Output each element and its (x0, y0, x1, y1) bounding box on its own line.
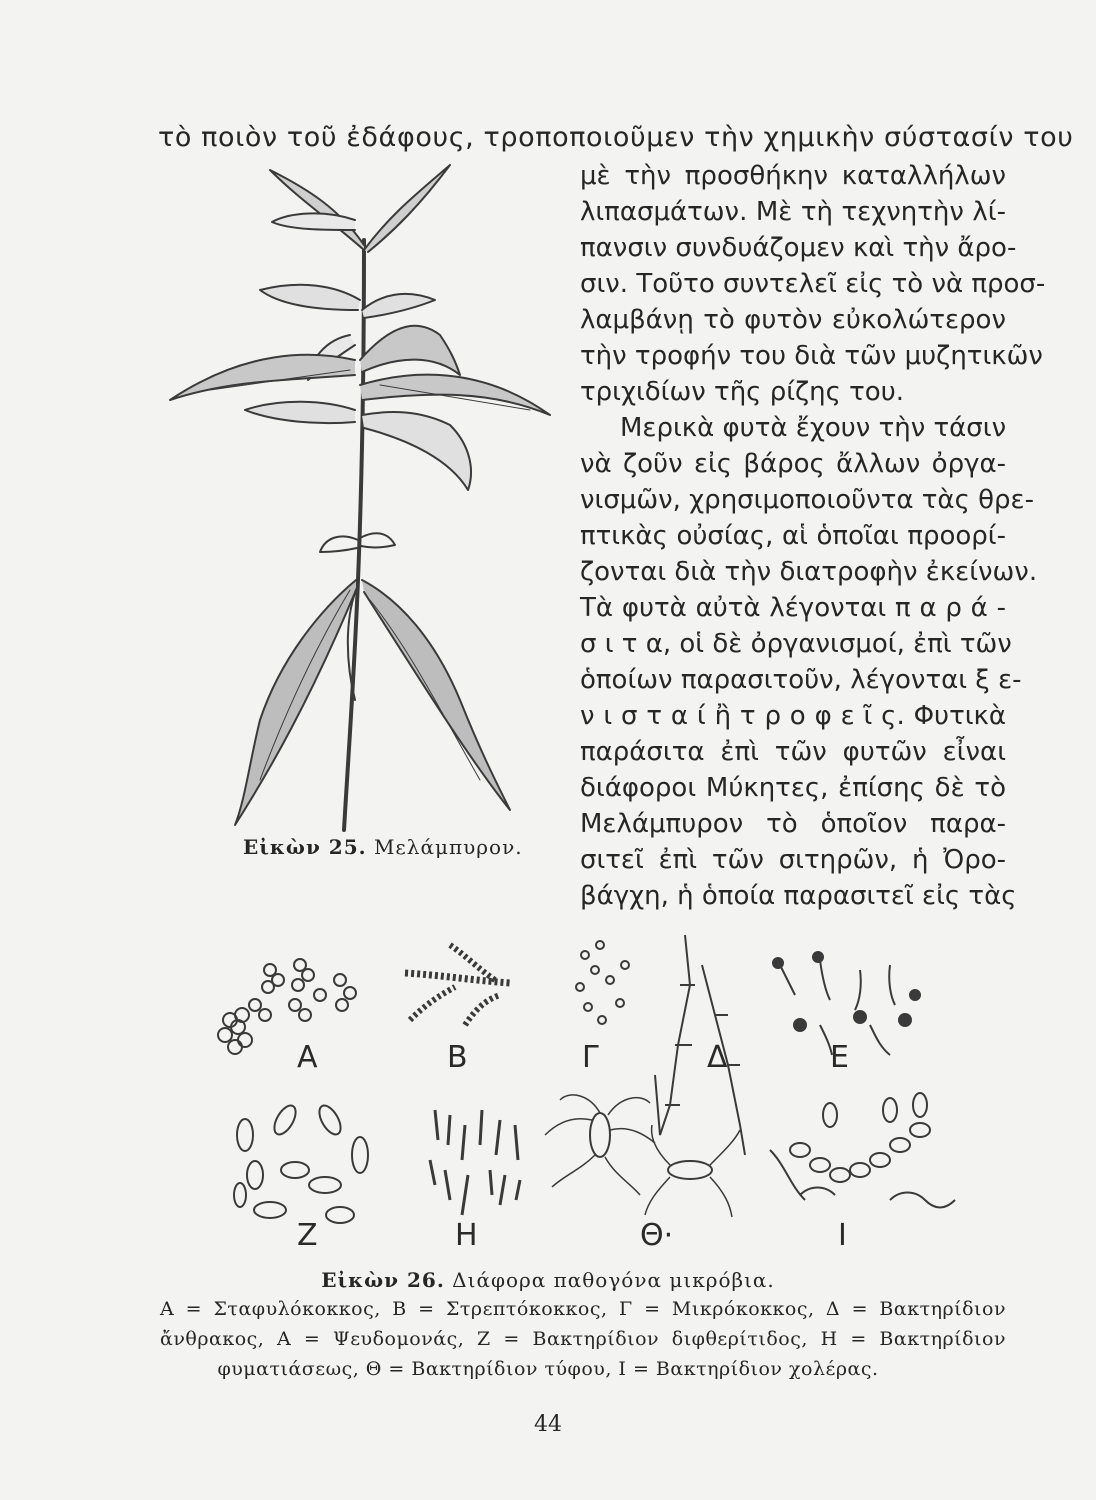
anthrax-bacillus-drawing (655, 935, 745, 1155)
figure26-legend-line: ἄνθρακος, Α = Ψευδομονάς, Ζ = Βακτηρίδιον διφθερίτιδος, Η = Βακτηρίδιον (160, 1328, 1006, 1350)
figure26-label: Εἰκὼν 26. (321, 1268, 445, 1292)
page-number: 44 (534, 1412, 562, 1437)
text-line: Τὰ φυτὰ αὐτὰ λέγονται π α ρ ά - (580, 593, 1006, 623)
text-line: Μελάμπυρον τὸ ὁποῖον παρα- (580, 809, 1006, 839)
figure25-title: Μελάμπυρον. (373, 835, 523, 859)
text-line: πανσιν συνδυάζομεν καὶ τὴν ἄρο- (580, 233, 1017, 263)
text-line: σιν. Τοῦτο συντελεῖ εἰς τὸ νὰ προσ- (580, 269, 1046, 299)
text-line: σ ι τ α, οἱ δὲ ὀργανισμοί, ἐπὶ τῶν (580, 629, 1012, 659)
figure25-caption (243, 835, 523, 859)
tuberculosis-bacillus-drawing (430, 1110, 520, 1215)
figure26-caption (0, 1268, 1096, 1292)
figure26-legend-line: φυματιάσεως, Θ = Βακτηρίδιον τύφου, Ι = Βακτηρίδιον χολέρας. (217, 1358, 879, 1380)
diphtheria-bacillus-drawing (234, 1102, 368, 1223)
melampyrum-plant-illustration (150, 160, 570, 840)
microbe-label: Ε (830, 1040, 849, 1075)
text-line: ὁποίων παρασιτοῦν, λέγονται ξ ε- (580, 665, 1022, 695)
text-line: παράσιτα ἐπὶ τῶν φυτῶν εἶναι (580, 737, 1006, 767)
microbe-label: Θ· (640, 1218, 674, 1253)
staphylococcus-drawing (218, 959, 356, 1054)
text-line: ζονται διὰ τὴν διατροφὴν ἐκείνων. (580, 557, 1038, 587)
text-line: τριχιδίων τῆς ρίζης του. (580, 377, 905, 407)
text-line: σιτεῖ ἐπὶ τῶν σιτηρῶν, ἡ Ὀρο- (580, 845, 1006, 875)
typhoid-bacillus-drawing (545, 1095, 740, 1217)
microbe-label: Β (447, 1040, 468, 1075)
microbe-label: Ι (838, 1218, 847, 1253)
text-line: λαμβάνῃ τὸ φυτὸν εὐκολώτερον (580, 305, 1006, 335)
text-line: νισμῶν, χρησιμοποιοῦντα τὰς θρε- (580, 485, 1034, 515)
microbes-illustration (200, 925, 960, 1265)
figure25-label: Εἰκὼν 25. (243, 835, 367, 859)
microbe-label: Γ (582, 1040, 599, 1075)
text-line: νὰ ζοῦν εἰς βάρος ἄλλων ὀργα- (580, 449, 1006, 479)
streptococcus-drawing (405, 945, 510, 1025)
text-line: λιπασμάτων. Μὲ τὴ τεχνητὴν λί- (580, 197, 1006, 227)
text-line: διάφοροι Μύκητες, ἐπίσης δὲ τὸ (580, 773, 1006, 803)
figure26-legend-line: Α = Σταφυλόκοκκος, Β = Στρεπτόκοκκος, Γ = Μικρόκοκκος, Δ = Βακτηρίδιον (160, 1298, 1006, 1320)
figure26-title: Διάφορα παθογόνα μικρόβια. (452, 1268, 775, 1292)
text-line: μὲ τὴν προσθήκην καταλλήλων (580, 161, 1006, 191)
microbe-label: Α (297, 1040, 318, 1075)
text-line: τὴν τροφήν του διὰ τῶν μυζητικῶν (580, 341, 1043, 371)
micrococcus-drawing (576, 941, 629, 1024)
microbe-label: Ζ (297, 1218, 318, 1253)
first-text-line: τὸ ποιὸν τοῦ ἐδάφους, τροποποιοῦμεν τὴν χημικὴν σύστασίν του (158, 122, 1074, 153)
text-line: Μερικὰ φυτὰ ἔχουν τὴν τάσιν (620, 413, 1007, 443)
cholera-vibrio-drawing (770, 1093, 955, 1208)
text-line: πτικὰς οὐσίας, αἱ ὁποῖαι προορί- (580, 521, 1006, 551)
text-line: ν ι σ τ α ί ἢ τ ρ ο φ ε ῖ ς. Φυτικὰ (580, 701, 1006, 731)
text-line: βάγχη, ἡ ὁποία παρασιτεῖ εἰς τὰς (580, 881, 1017, 911)
text-column (580, 158, 1046, 914)
microbe-label: Δ (707, 1040, 728, 1075)
microbe-label: Η (455, 1218, 478, 1253)
